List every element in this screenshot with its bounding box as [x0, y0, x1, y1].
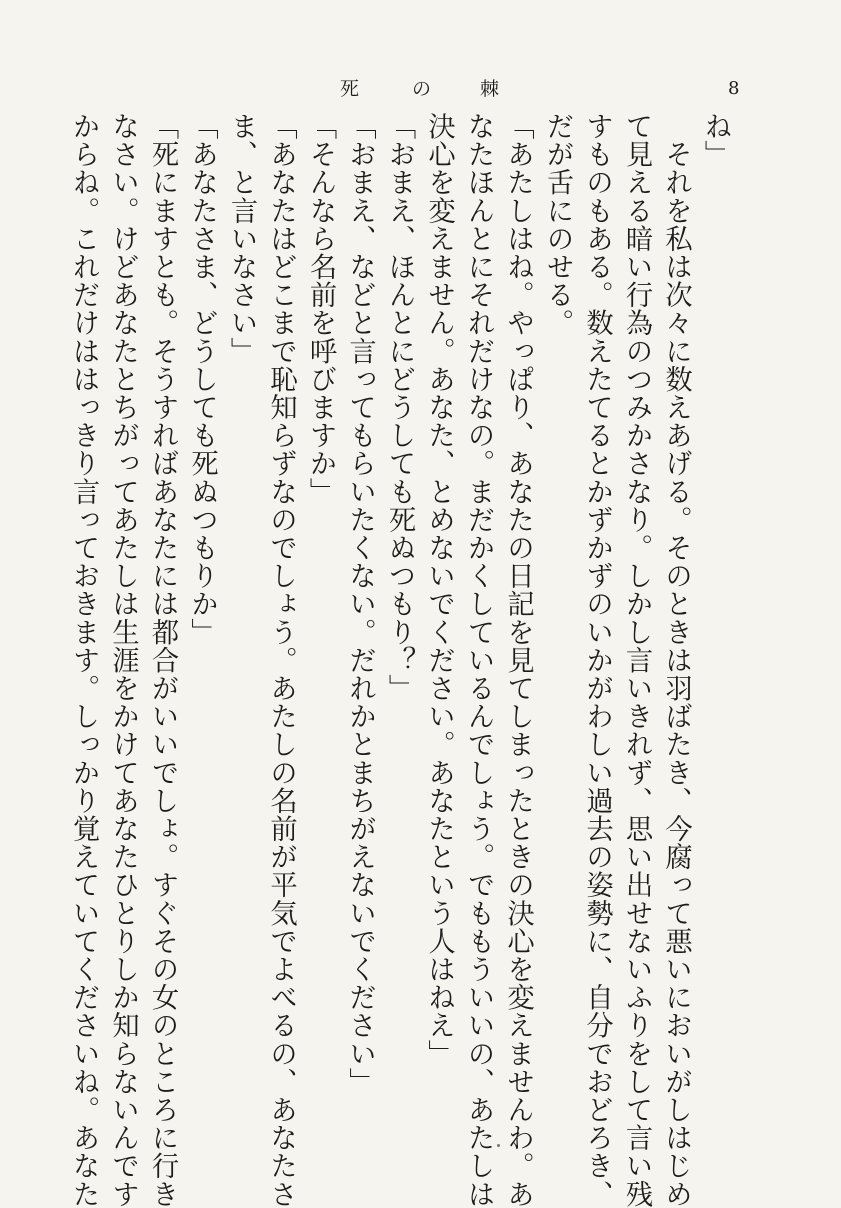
text-line: からね。これだけははっきり言っておきます。しっかり覚えていてくださいね。あなた — [68, 112, 99, 1208]
text-line: なさい。けどあなたとちがってあたしは生涯をかけてあなたひとりしか知らないんです — [107, 112, 139, 1208]
print-speck — [497, 1144, 500, 1147]
text-line: なたほんとにそれだけなの。まだかくしているんでしょう。でももういいの、あたしは — [463, 112, 494, 1208]
text-line: 「あたしはね。やっぱり、あなたの日記を見てしまったときの決心を変えませんわ。あ — [502, 112, 534, 1208]
text-line: すものもある。数えたてるとかずかずのいかがわしい過去の姿勢に、自分でおどろき、 — [581, 112, 613, 1208]
text-line: 「あなたさま、どうしても死ぬつもりか」 — [186, 112, 218, 646]
text-line: 「そんなら名前を呼びますか」 — [305, 112, 336, 506]
text-line: 「おまえ、ほんとにどうしても死ぬつもり？」 — [384, 112, 415, 703]
running-title — [0, 74, 841, 104]
page-number: 8 — [728, 78, 740, 99]
text-line: 「おまえ、などと言ってもらいたくない。だれかとまちがえないでください」 — [344, 112, 376, 1096]
text-line: て見える暗い行為のつみかさなり。しかし言いきれず、思い出せないふりをして言い残 — [621, 112, 652, 1208]
text-line: 「死にますとも。そうすればあなたには都合がいいでしょ。すぐその女のところに行き — [147, 112, 178, 1208]
text-line: ね」 — [700, 112, 731, 169]
text-line: 「あなたはどこまで恥知らずなのでしょう。あたしの名前が平気でよべるの、あなたさ — [265, 112, 297, 1208]
text-line: それを私は次々に数えあげる。そのときは羽ばたき、今腐って悪いにおいがしはじめ — [660, 112, 692, 1208]
title-char: 死 — [340, 78, 362, 100]
vertical-text-body — [68, 112, 735, 1208]
title-char: 棘 — [480, 78, 502, 100]
title-char: の — [412, 78, 434, 100]
text-line: ま、と言いなさい」 — [226, 112, 257, 365]
text-line: だが舌にのせる。 — [542, 112, 573, 337]
text-line: 決心を変えません。あなた、とめないでください。あなたという人はねえ」 — [423, 112, 455, 1068]
